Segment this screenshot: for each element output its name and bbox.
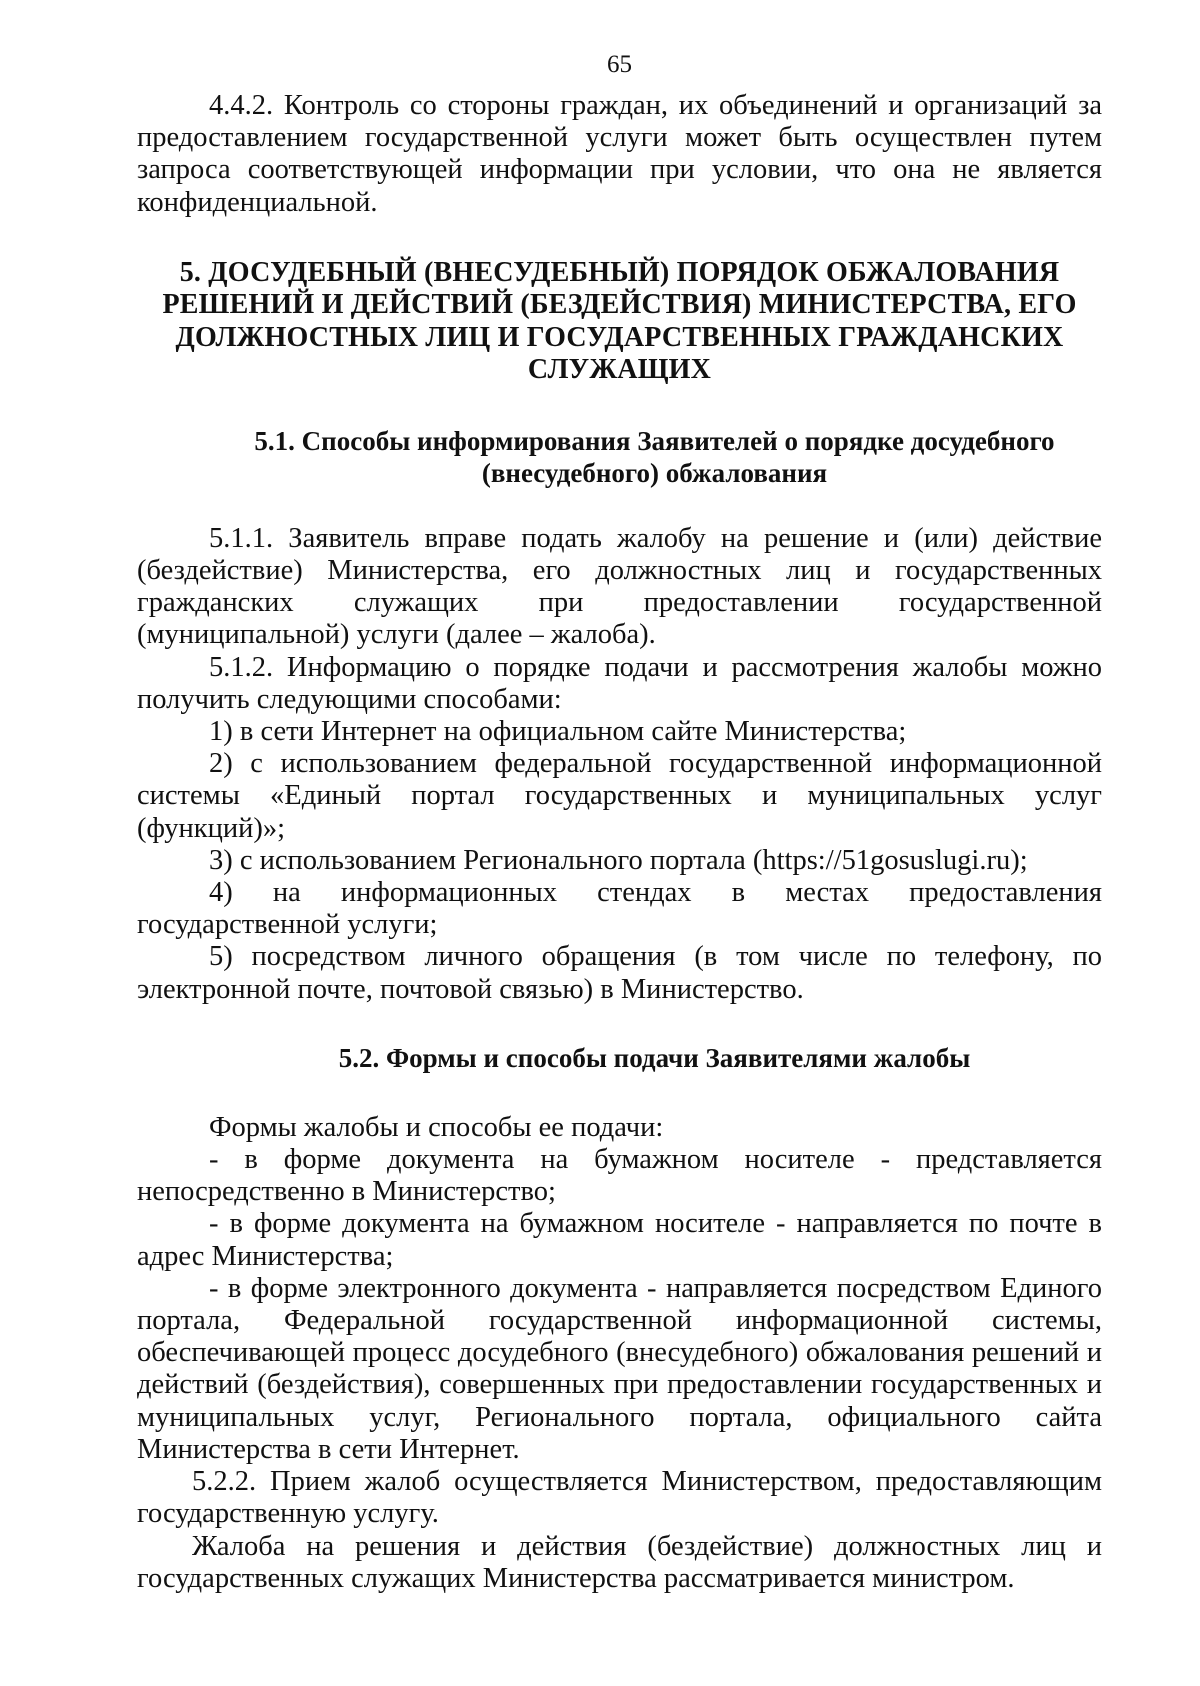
list-item: 3) с использованием Регионального портала (https://51gosuslugi.ru);: [209, 844, 1028, 876]
list-item: 4) на информационных стендах в местах предоставления государственной услуги;: [137, 877, 1102, 941]
paragraph-5-1-2: 5.1.2. Информацию о порядке подачи и рассмотрения жалобы можно получить следующими способами:: [137, 651, 1102, 715]
list-item: 1) в сети Интернет на официальном сайте Министерства;: [209, 716, 907, 748]
list-item: 2) с использованием федеральной государственной информационной системы «Единый портал государственных и муниципальных услуг (функций)»;: [137, 748, 1102, 844]
page-number: 65: [607, 51, 632, 78]
subsection-5-1-heading: 5.1. Способы информирования Заявителей о порядке досудебного (внесудебного) обжалования: [254, 425, 1055, 488]
paragraph-4-4-2: 4.4.2. Контроль со стороны граждан, их объединений и организаций за предоставлением государственной услуги может быть осуществлен путем запроса соответствующей информации при условии, что она не является конфиденциальной.: [137, 90, 1102, 218]
paragraph-5-2-intro: Формы жалобы и способы ее подачи:: [209, 1111, 664, 1143]
list-item: 5) посредством личного обращения (в том числе по телефону, по электронной почте, почтовой связью) в Министерство.: [137, 941, 1102, 1005]
paragraph-5-1-1: 5.1.1. Заявитель вправе подать жалобу на решение и (или) действие (бездействие) Министерства, его должностных лиц и государственных гражданских служащих при предоставлении государственной (муниципальной) услуги (далее – жалоба).: [137, 522, 1102, 651]
list-item: - в форме электронного документа - направляется посредством Единого портала, Федеральной государственной информационной системы, обеспечивающей процесс досудебного (внесудебного) обжалования решений и действий (бездействия), совершенных при предоставлении государственных и муниципальных услуг, Регионального портала, официального сайта Министерства в сети Интернет.: [137, 1272, 1102, 1465]
paragraph-final: Жалоба на решения и действия (бездействие) должностных лиц и государственных служащих Министерства рассматривается министром.: [137, 1530, 1102, 1594]
subsection-5-2-heading: 5.2. Формы и способы подачи Заявителями жалобы: [338, 1042, 971, 1073]
list-item: - в форме документа на бумажном носителе - представляется непосредственно в Министерство;: [137, 1144, 1102, 1208]
paragraph-5-2-2: 5.2.2. Прием жалоб осуществляется Министерством, предоставляющим государственную услугу.: [137, 1466, 1102, 1530]
list-item: - в форме документа на бумажном носителе - направляется по почте в адрес Министерства;: [137, 1208, 1102, 1272]
section-5-heading: 5. ДОСУДЕБНЫЙ (ВНЕСУДЕБНЫЙ) ПОРЯДОК ОБЖАЛОВАНИЯ РЕШЕНИЙ И ДЕЙСТВИЙ (БЕЗДЕЙСТВИЯ) МИНИСТЕРСТВА, ЕГО ДОЛЖНОСТНЫХ ЛИЦ И ГОСУДАРСТВЕННЫХ ГРАЖДАНСКИХ СЛУЖАЩИХ: [162, 256, 1077, 386]
